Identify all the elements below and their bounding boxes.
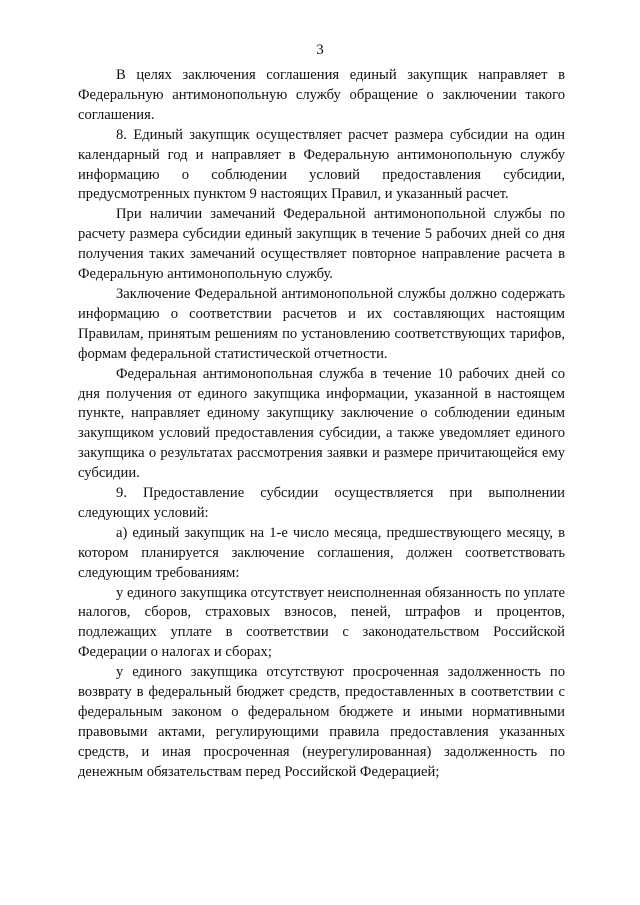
body-text [78,66,565,783]
paragraph-no-overdue-debt: у единого закупщика отсутствуют просроченная задолженность по возврату в федеральный бюджет средств, предоставленных в соответствии с федеральным законом о федеральном бюджете и иными нормативными правовыми актами, регулирующими правила предоставления указанных средств, и иная просроченная (неурегулированная) задолженность по денежным обязательствам перед Российской Федерацией; [78,664,565,780]
paragraph-agreement-request: В целях заключения соглашения единый закупщик направляет в Федеральную антимонопольную службу обращение о заключении такого соглашения. [78,67,565,123]
paragraph-item-9: 9. Предоставление субсидии осуществляется при выполнении следующих условий: [78,485,565,521]
paragraph-fas-deadline: Федеральная антимонопольная служба в течение 10 рабочих дней со дня получения от единого закупщика информации, указанной в настоящем пункте, направляет единому закупщику заключение о соблюдении единым закупщиком условий предоставления субсидии, а также уведомляет единого закупщика о результатах рассмотрения заявки и размере причитающейся ему субсидии. [78,365,565,482]
paragraph-remarks: При наличии замечаний Федеральной антимонопольной службы по расчету размера субсидии единый закупщик в течение 5 рабочих дней со дня получения таких замечаний осуществляет повторное направление расчета в Федеральную антимонопольную службу. [78,206,565,283]
paragraph-conclusion-content: Заключение Федеральной антимонопольной службы должно содержать информацию о соответствии расчетов и их составляющих настоящим Правилам, принятым решениям по установлению соответствующих тарифов, формам федеральной статистической отчетности. [78,285,565,362]
paragraph-no-tax-debt: у единого закупщика отсутствует неисполненная обязанность по уплате налогов, сборов, страховых взносов, пеней, штрафов и процентов, подлежащих уплате в соответствии с законодательством Российской Федерации о налогах и сборах; [78,584,565,661]
paragraph-item-9a: а) единый закупщик на 1-е число месяца, предшествующего месяцу, в котором планируется заключение соглашения, должен соответствовать следующим требованиям: [78,524,565,581]
paragraph-item-8: 8. Единый закупщик осуществляет расчет размера субсидии на один календарный год и направляет в Федеральную антимонопольную службу информацию о соблюдении условий предоставления субсидии, предусмотренных пунктом 9 настоящих Правил, и указанный расчет. [78,126,565,203]
page-number: 3 [316,42,324,58]
